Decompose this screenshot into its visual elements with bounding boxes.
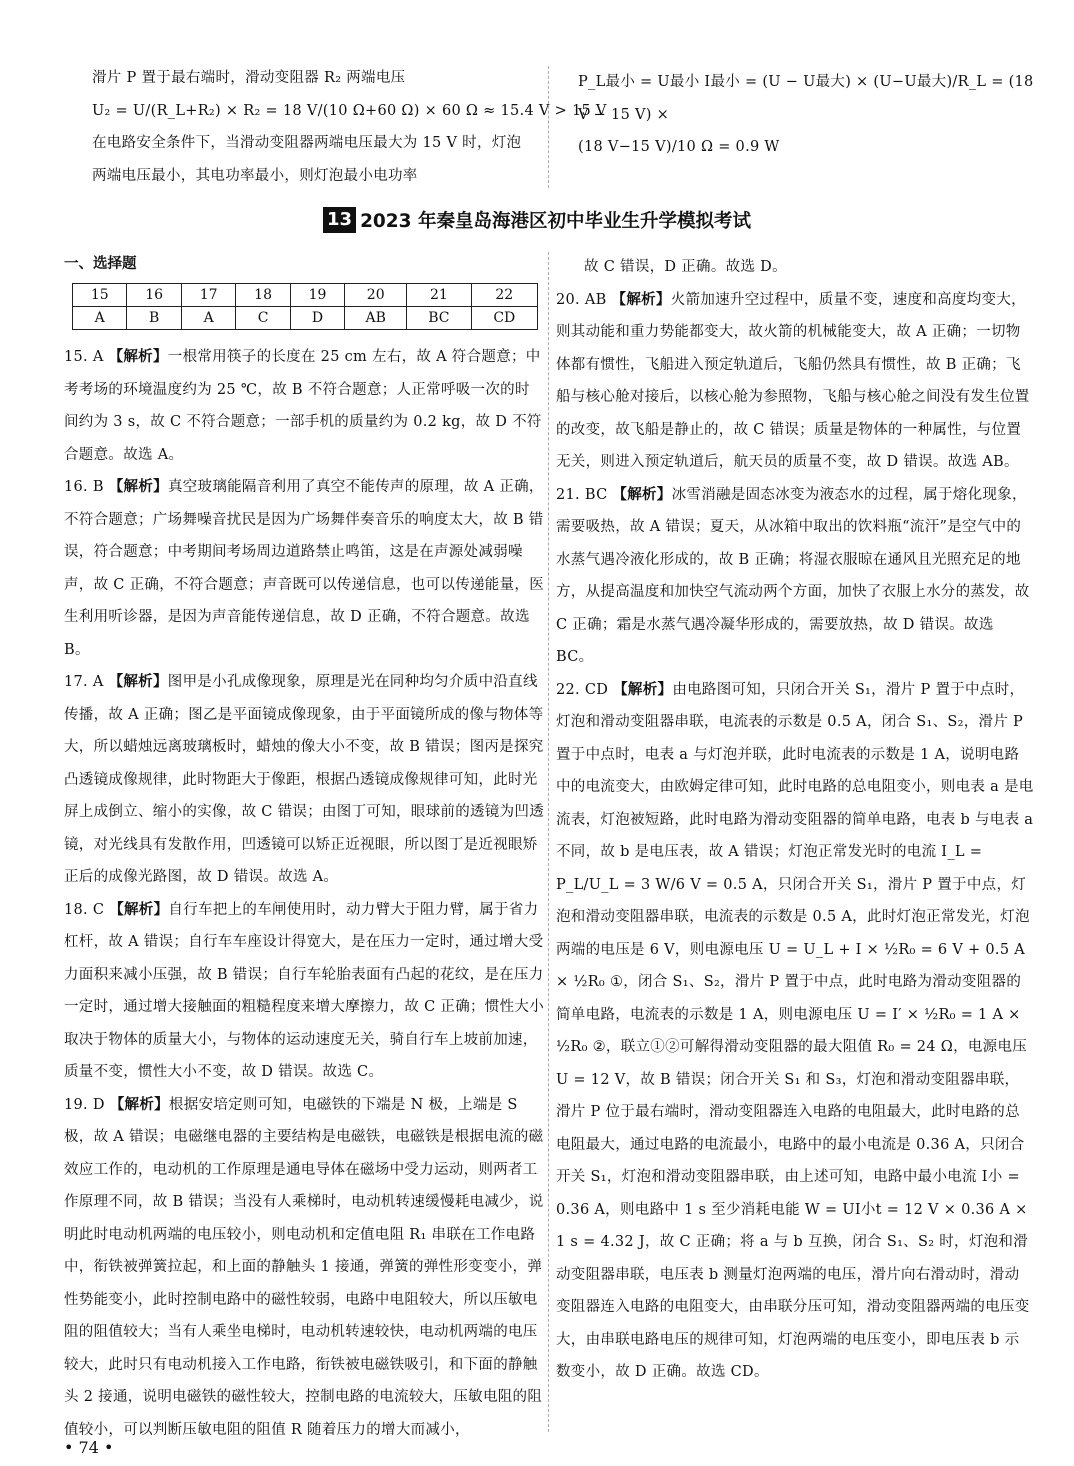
analysis-tag: 【解析】 <box>108 349 168 365</box>
column-divider <box>548 252 549 1432</box>
answer-item <box>64 341 544 471</box>
analysis-tag: 【解析】 <box>108 674 168 690</box>
top-left-continuation <box>92 62 607 192</box>
item-body: 冰雪消融是固态冰变为液态水的过程，属于熔化现象，需要吸热，故 A 错误；夏天，从冰箱中取出的饮料瓶“流汗”是空气中的水蒸气遇冷液化形成的，故 B 正确；将湿衣服晾在通风且光照充足的地方，从提高温度和加快空气流动两个方面，加快了衣服上水分的蒸发，故 C 正确；霜是水蒸气遇冷凝华形成的，需要放热，故 D 错误。故选 BC。 <box>556 486 1030 665</box>
answer-item <box>64 471 544 666</box>
analysis-tag: 【解析】 <box>613 681 673 698</box>
table-cell: CD <box>471 307 537 330</box>
table-cell: 17 <box>181 284 235 307</box>
analysis-tag: 【解析】 <box>611 291 671 308</box>
item-body: 真空玻璃能隔音利用了真空不能传声的原理，故 A 正确，不符合题意；广场舞噪音扰民是因为广场舞伴奏音乐的响度太大，故 B 错误，符合题意；中考期间考场周边道路禁止鸣笛，这是在声源处减弱噪声，故 C 正确，不符合题意；声音既可以传递信息，也可以传递能量，医生利用听诊器，是因为声音能传递信息，故 D 正确，不符合题意。故选 B。 <box>64 479 545 658</box>
table-cell: 15 <box>73 284 127 307</box>
table-cell: 20 <box>345 284 407 307</box>
answer-item <box>556 284 1034 479</box>
item-number: 16. B <box>64 479 109 495</box>
text-line: 两端电压最小，其电功率最小，则灯泡最小电功率 <box>92 167 418 184</box>
left-column <box>64 341 544 1446</box>
item-body: 一根常用筷子的长度在 25 cm 左右，故 A 符合题意；中考考场的环境温度约为 25 ℃，故 B 不符合题意；人正常呼吸一次的时间约为 3 s，故 C 不符合题意；一部手机的质量约为 0.2 kg，故 D 不符合题意。故选 A。 <box>64 349 542 463</box>
column-divider <box>548 66 549 188</box>
table-cell: 16 <box>127 284 181 307</box>
formula-line: U₂ = U/(R_L+R₂) × R₂ = 18 V/(10 Ω+60 Ω) × 60 Ω ≈ 15.4 V > 15 V <box>92 102 607 119</box>
item-number: 18. C <box>64 901 110 918</box>
text-line: 滑片 P 置于最右端时，滑动变阻器 R₂ 两端电压 <box>92 70 406 86</box>
item-number: 17. A <box>64 674 109 690</box>
answer-row <box>73 307 538 330</box>
item-body: 自行车把上的车闸使用时，动力臂大于阻力臂，属于省力杠杆，故 A 错误；自行车车座设计得宽大，是在压力一定时，通过增大受力面积来减小压强，故 B 错误；自行车轮胎表面有凸起的花纹，是在压力一定时，通过增大接触面的粗糙程度来增大摩擦力，故 C 正确；惯性大小取决于物体的质量大小，与物体的运动速度无关，骑自行车上坡前加速，质量不变，惯性大小不变，故 D 错误。故选 C。 <box>64 901 545 1080</box>
item-body: 火箭加速升空过程中，质量不变，速度和高度均变大，则其动能和重力势能都变大，故火箭的机械能变大，故 A 正确；一切物体都有惯性，飞船进入预定轨道后，飞船仍然具有惯性，故 B 正确；飞船与核心舱对接后，以核心舱为参照物，飞船与核心舱之间没有发生位置的改变，故飞船是静止的，故 C 错误；质量是物体的一种属性，与位置无关，则进入预定轨道后，航天员的质量不变，故 D 错误。故选 AB。 <box>556 291 1030 470</box>
analysis-tag: 【解析】 <box>109 1096 169 1113</box>
exam-title <box>0 204 1074 236</box>
table-cell: 18 <box>236 284 290 307</box>
item-body: 图甲是小孔成像现象，原理是光在同种均匀介质中沿直线传播，故 A 正确；图乙是平面镜成像现象，由于平面镜所成的像与物体等大，所以蜡烛远离玻璃板时，蜡烛的像大小不变，故 B 错误；图丙是探究凸透镜成像规律，此时物距大于像距，根据凸透镜成像规律可知，此时光屏上成倒立、缩小的实像，故 C 错误；由图丁可知，眼球前的透镜为凹透镜，对光线具有发散作用，凹透镜可以矫正近视眼，所以图丁是近视眼矫正后的成像光路图，故 D 错误。故选 A。 <box>64 674 545 885</box>
exam-number-badge: 13 <box>323 207 356 233</box>
analysis-tag: 【解析】 <box>109 901 169 918</box>
answer-item <box>64 666 544 894</box>
table-cell: D <box>290 307 344 330</box>
analysis-tag: 【解析】 <box>108 479 168 495</box>
answer-item <box>556 251 1034 284</box>
answer-item <box>556 674 1034 1389</box>
answer-table <box>72 283 538 330</box>
item-number: 19. D <box>64 1096 110 1113</box>
item-number: 22. CD <box>556 681 614 698</box>
page-number: • 74 • <box>64 1438 114 1457</box>
table-cell: BC <box>407 307 471 330</box>
table-cell: C <box>236 307 290 330</box>
exam-title-text: 2023 年秦皇岛海港区初中毕业生升学模拟考试 <box>360 211 751 232</box>
answer-item <box>64 1089 544 1447</box>
item-number: 15. A <box>64 349 109 365</box>
top-right-continuation <box>578 66 1048 164</box>
right-column <box>556 251 1034 1389</box>
table-cell: 22 <box>471 284 537 307</box>
table-cell: B <box>127 307 181 330</box>
table-cell: A <box>73 307 127 330</box>
table-cell: AB <box>345 307 407 330</box>
item-body: 根据安培定则可知，电磁铁的下端是 N 极，上端是 S 极，故 A 错误；电磁继电器的主要结构是电磁铁，电磁铁是根据电流的磁效应工作的，电动机的工作原理是通电导体在磁场中受力运动，则两者工作原理不同，故 B 错误；当没有人乘梯时，电动机转速缓慢耗电减少，说明此时电动机两端的电压较小，则电动机和定值电阻 R₁ 串联在工作电路中，衔铁被弹簧拉起，和上面的静触头 1 接通，弹簧的弹性形变变小，弹性势能变小，此时控制电路中的磁性较弱，电路中电阻较大，所以压敏电阻的阻值较大；当有人乘坐电梯时，电动机转速较快，电动机两端的电压较大，此时只有电动机接入工作电路，衔铁被电磁铁吸引，和下面的静触头 2 接通，说明电磁铁的磁性较大，控制电路的电流较大，压敏电阻的阻值较小，可以判断压敏电阻的阻值 R 随着压力的增大而减小， <box>64 1096 544 1438</box>
item-body: 故 C 错误，D 正确。故选 D。 <box>584 259 787 275</box>
answer-item <box>64 894 544 1089</box>
item-number: 21. BC <box>556 486 613 503</box>
item-number: 20. AB <box>556 291 612 308</box>
formula-line: (18 V−15 V)/10 Ω = 0.9 W <box>578 139 780 155</box>
table-cell: 21 <box>407 284 471 307</box>
text-line: 在电路安全条件下，当滑动变阻器两端电压最大为 15 V 时，灯泡 <box>92 135 522 151</box>
section-heading: 一、选择题 <box>64 256 137 272</box>
answer-item <box>556 479 1034 674</box>
table-cell: A <box>181 307 235 330</box>
table-cell: 19 <box>290 284 344 307</box>
question-number-row <box>73 284 538 307</box>
formula-line: P_L最小 = U最小 I最小 = (U − U最大) × (U−U最大)/R_L = (18 V − 15 V) × <box>578 74 1034 123</box>
analysis-tag: 【解析】 <box>612 486 672 503</box>
item-body: 由电路图可知，只闭合开关 S₁，滑片 P 置于中点时，灯泡和滑动变阻器串联，电流表的示数是 0.5 A，闭合 S₁、S₂，滑片 P 置于中点时，电表 a 与灯泡并联，此时电流表的示数是 1 A，说明电路中的电流变大，由欧姆定律可知，此时电路的总电阻变小，则电表 a 是电流表，灯泡被短路，此时电路为滑动变阻器的简单电路，电表 b 与电表 a 不同，故 b 是电压表，故 A 错误；灯泡正常发光时的电流 I_L = P_L/U_L = 3 W/6 V = 0.5 A，只闭合开关 S₁，滑片 P 置于中点，灯泡和滑动变阻器串联，电流表的示数是 0.5 A，此时灯泡正常发光，灯泡两端的电压是 6 V，则电源电压 U = U_L + I × ½R₀ = 6 V + 0.5 A × ½R₀ ①，闭合 S₁、S₂，滑片 P 置于中点，此时电路为滑动变阻器的简单电路，电流表的示数是 1 A，则电源电压 U = I′ × ½R₀ = 1 A × ½R₀ ②，联立①②可解得滑动变阻器的最大阻值 R₀ = 24 Ω，电源电压 U = 12 V，故 B 错误；闭合开关 S₁ 和 S₃，灯泡和滑动变阻器串联，滑片 P 位于最右端时，滑动变阻器连入电路的电阻最大，此时电路的总电阻最大，通过电路的电流最小，电路中的最小电流是 0.36 A，只闭合开关 S₁，灯泡和滑动变阻器串联，由上述可知，电路中最小电流 I小 = 0.36 A，则电路中 1 s 至少消耗电能 W = UI小t = 12 V × 0.36 A × 1 s = 4.32 J，故 C 正确；将 a 与 b 互换，闭合 S₁、S₂ 时，灯泡和滑动变阻器串联，电压表 b 测量灯泡两端的电压，滑片向右滑动时，滑动变阻器连入电路的电阻变大，由串联分压可知，滑动变阻器两端的电压变大，由串联电路电压的规律可知，灯泡两端的电压变小，即电压表 b 示数变小，故 D 正确。故选 CD。 <box>556 681 1034 1380</box>
